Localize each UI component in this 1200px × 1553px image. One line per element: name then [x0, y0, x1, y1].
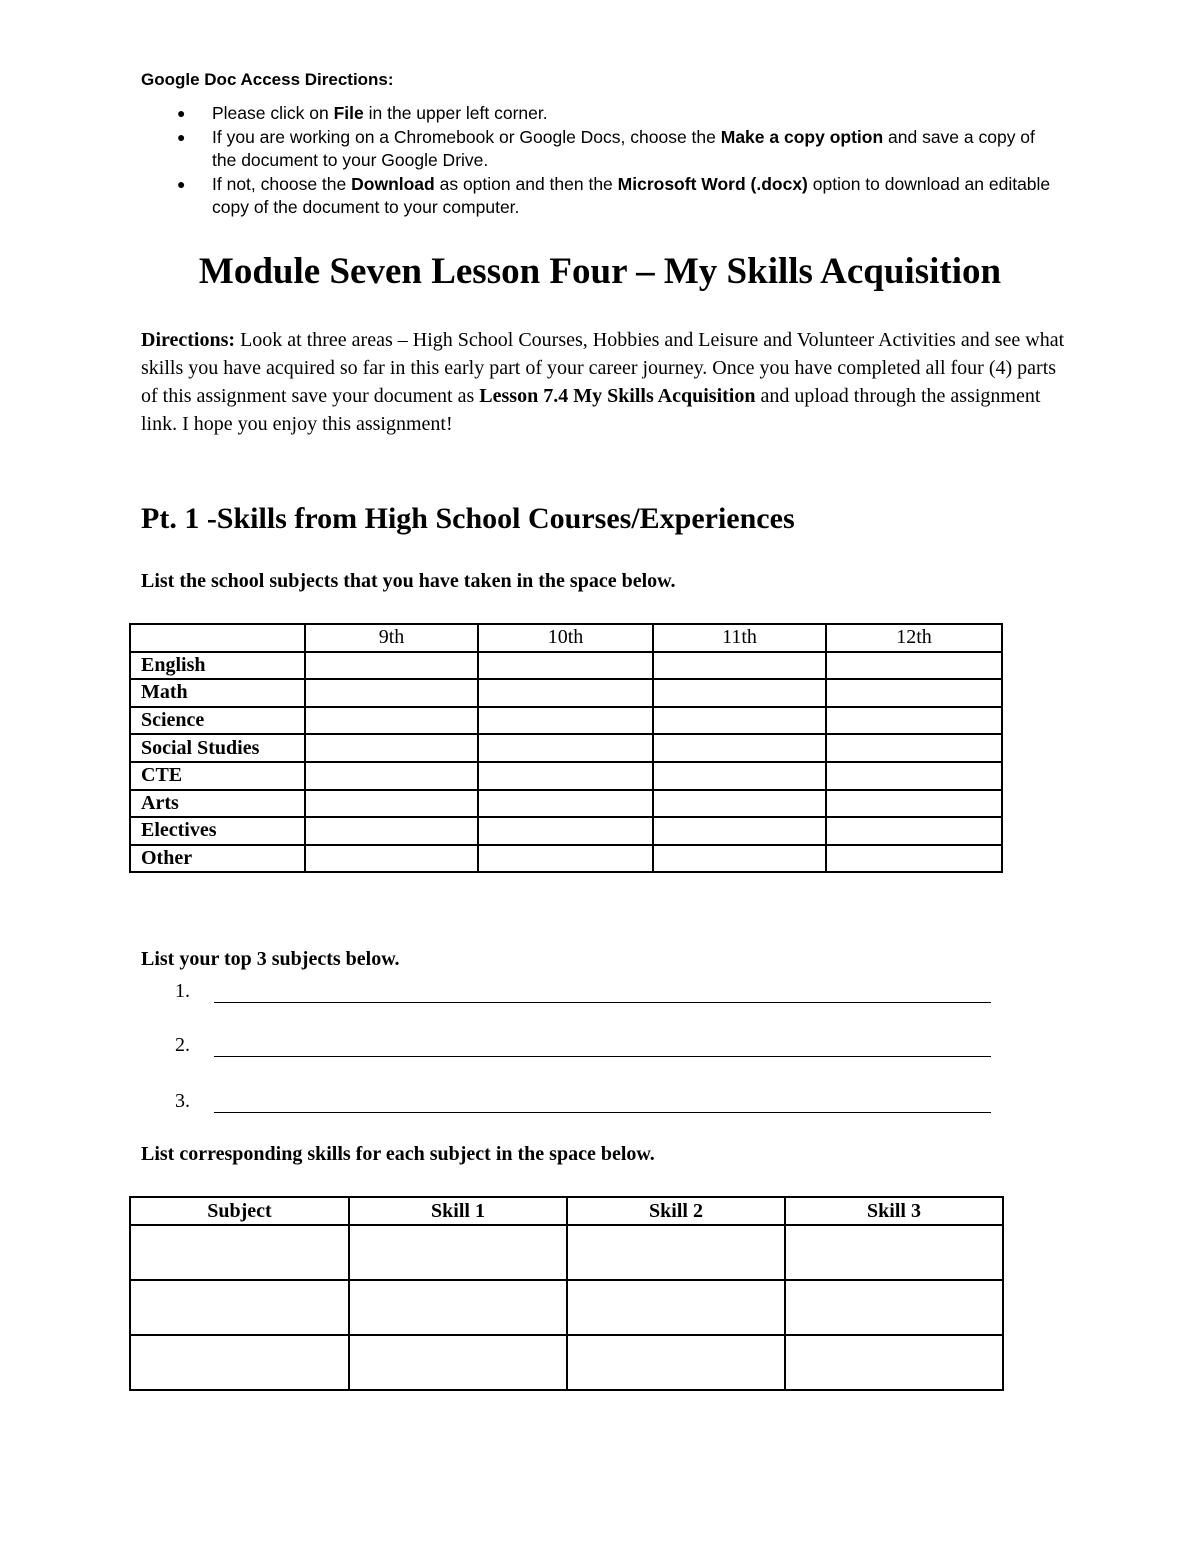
bullet-bold-text: Make a copy option: [720, 126, 884, 147]
skills-header-skill-2: Skill 2: [567, 1197, 785, 1225]
list-number: 3.: [175, 1090, 190, 1112]
table-cell[interactable]: [826, 734, 1002, 762]
table-header-row: [130, 1197, 1003, 1225]
table-cell[interactable]: [478, 817, 653, 845]
table-cell[interactable]: [305, 845, 478, 873]
table-cell[interactable]: [653, 652, 826, 680]
subjects-instruction: List the school subjects that you have taken in the space below.: [141, 570, 676, 592]
table-row: [130, 762, 1002, 790]
table-row: [130, 734, 1002, 762]
subject-row-label: Other: [130, 845, 305, 873]
blank-line[interactable]: [214, 1002, 991, 1003]
subject-row-label: English: [130, 652, 305, 680]
bullet-text: option to download an editable copy of the document to your computer.: [212, 173, 1051, 217]
list-number: 2.: [175, 1034, 190, 1056]
subject-row-label: Science: [130, 707, 305, 735]
access-bullet-1: [141, 102, 1061, 126]
bullet-text: and save a copy of the document to your Google Drive.: [212, 126, 1035, 170]
table-cell[interactable]: [826, 817, 1002, 845]
table-cell[interactable]: [305, 790, 478, 818]
table-cell[interactable]: [305, 762, 478, 790]
table-row: [130, 679, 1002, 707]
table-cell[interactable]: [826, 790, 1002, 818]
page-title: Module Seven Lesson Four – My Skills Acquisition: [198, 251, 1002, 292]
subject-row-label: Arts: [130, 790, 305, 818]
access-directions-list: [141, 102, 1061, 220]
table-header-row: [130, 624, 1002, 652]
table-cell[interactable]: [826, 652, 1002, 680]
subject-row-label: Social Studies: [130, 734, 305, 762]
subject-row-label: Math: [130, 679, 305, 707]
table-row: [130, 845, 1002, 873]
top3-instruction: List your top 3 subjects below.: [141, 948, 400, 970]
grade-header-9th: 9th: [305, 624, 478, 652]
bullet-icon: ●: [177, 175, 186, 192]
directions-text: Look at three areas – High School Courses, Hobbies and Leisure and Volunteer Activities and see what skills you have acquired so far in this early part of your career journey. Once you have completed all four (4) parts of this assignment save your document as: [141, 329, 1065, 407]
bullet-icon: ●: [177, 105, 186, 121]
grade-header-11th: 11th: [653, 624, 826, 652]
table-cell[interactable]: [653, 679, 826, 707]
skills-table: [129, 1196, 1004, 1391]
table-row: [130, 817, 1002, 845]
bullet-bold-text: Microsoft Word (.docx): [617, 173, 808, 194]
bullet-bold-text: File: [333, 103, 364, 123]
table-cell[interactable]: [567, 1225, 785, 1280]
grade-header-10th: 10th: [478, 624, 653, 652]
table-cell[interactable]: [478, 845, 653, 873]
table-row: [130, 652, 1002, 680]
table-cell[interactable]: [305, 707, 478, 735]
bullet-icon: ●: [177, 128, 186, 145]
table-cell[interactable]: [567, 1280, 785, 1335]
skills-header-subject: Subject: [130, 1197, 349, 1225]
table-cell[interactable]: [653, 734, 826, 762]
table-cell[interactable]: [826, 845, 1002, 873]
table-cell[interactable]: [305, 652, 478, 680]
table-cell[interactable]: [478, 652, 653, 680]
access-bullet-2: [141, 126, 1061, 173]
skills-header-skill-1: Skill 1: [349, 1197, 567, 1225]
access-bullet-3: [141, 173, 1061, 220]
table-cell[interactable]: [826, 679, 1002, 707]
table-cell[interactable]: [130, 1335, 349, 1390]
skills-instruction: List corresponding skills for each subject in the space below.: [141, 1143, 655, 1165]
bullet-text: Please click on: [212, 103, 334, 123]
part1-heading: Pt. 1 -Skills from High School Courses/Experiences: [141, 502, 795, 535]
table-cell[interactable]: [653, 707, 826, 735]
table-cell[interactable]: [349, 1280, 567, 1335]
skills-header-skill-3: Skill 3: [785, 1197, 1003, 1225]
table-row: [130, 707, 1002, 735]
table-cell[interactable]: [785, 1335, 1003, 1390]
table-cell[interactable]: [826, 762, 1002, 790]
table-cell[interactable]: [130, 1225, 349, 1280]
table-cell[interactable]: [478, 762, 653, 790]
table-cell[interactable]: [653, 845, 826, 873]
table-cell[interactable]: [567, 1335, 785, 1390]
directions-text-end: and upload through the assignment link. I hope you enjoy this assignment!: [141, 385, 1041, 435]
table-corner-cell[interactable]: [130, 624, 305, 652]
directions-label: Directions:: [141, 329, 236, 351]
bullet-bold-text: Download: [351, 173, 435, 194]
table-cell[interactable]: [785, 1280, 1003, 1335]
subjects-table: [129, 623, 1003, 873]
directions-file-name: Lesson 7.4 My Skills Acquisition: [479, 385, 756, 407]
access-directions-title: Google Doc Access Directions:: [141, 70, 394, 89]
table-cell[interactable]: [349, 1225, 567, 1280]
bullet-text: If not, choose the: [212, 173, 352, 194]
skills-table-body: [130, 1197, 1003, 1390]
table-cell[interactable]: [653, 790, 826, 818]
table-cell[interactable]: [305, 734, 478, 762]
table-cell[interactable]: [349, 1335, 567, 1390]
table-cell[interactable]: [653, 762, 826, 790]
table-cell[interactable]: [826, 707, 1002, 735]
blank-line[interactable]: [214, 1112, 991, 1113]
list-number: 1.: [175, 980, 190, 1002]
table-cell[interactable]: [653, 817, 826, 845]
table-cell[interactable]: [305, 817, 478, 845]
subject-row-label: Electives: [130, 817, 305, 845]
table-row: [130, 790, 1002, 818]
table-cell[interactable]: [478, 734, 653, 762]
table-cell[interactable]: [478, 679, 653, 707]
directions-paragraph: [141, 326, 1071, 438]
bullet-text: in the upper left corner.: [363, 103, 548, 123]
subjects-table-body: [130, 624, 1002, 872]
table-row: [130, 1225, 1003, 1280]
grade-header-12th: 12th: [826, 624, 1002, 652]
table-cell[interactable]: [478, 707, 653, 735]
table-cell[interactable]: [785, 1225, 1003, 1280]
table-row: [130, 1280, 1003, 1335]
table-cell[interactable]: [305, 679, 478, 707]
table-row: [130, 1335, 1003, 1390]
table-cell[interactable]: [130, 1280, 349, 1335]
bullet-text: If you are working on a Chromebook or Google Docs, choose the: [212, 126, 721, 147]
blank-line[interactable]: [214, 1056, 991, 1057]
table-cell[interactable]: [478, 790, 653, 818]
bullet-text: as option and then the: [434, 173, 618, 194]
subject-row-label: CTE: [130, 762, 305, 790]
